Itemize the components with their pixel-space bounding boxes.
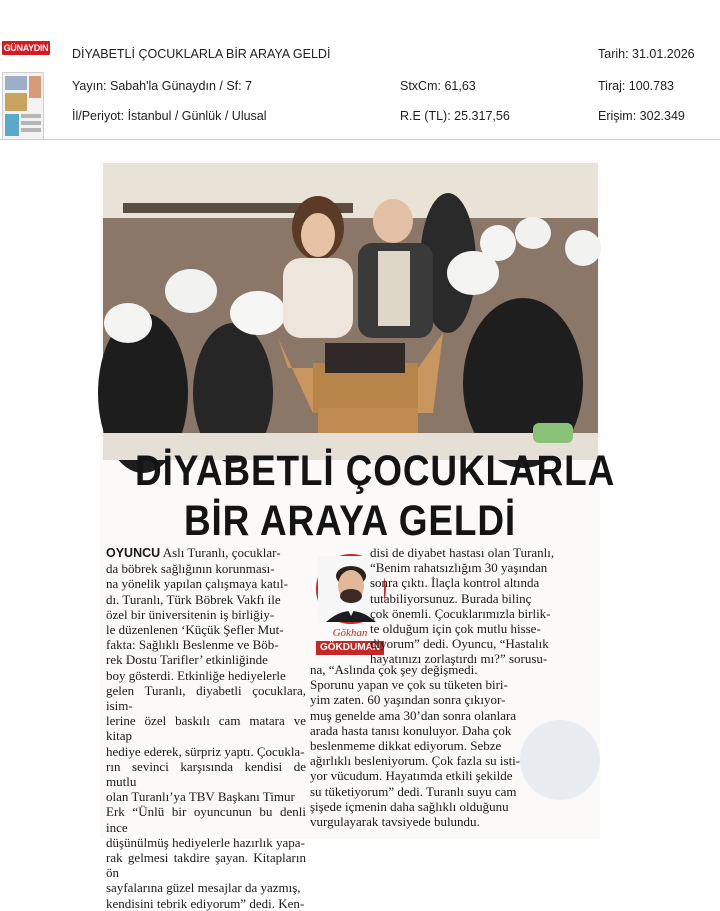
- reach-value: Erişim: 302.349: [598, 109, 685, 123]
- article-photo: [103, 163, 598, 460]
- headline-line-1: DİYABETLİ ÇOCUKLARLA: [135, 447, 616, 495]
- circulation-value: Tiraj: 100.783: [598, 79, 674, 93]
- ad-equivalent-value: R.E (TL): 25.317,56: [400, 109, 510, 123]
- header-divider: [0, 139, 720, 140]
- page-thumbnail[interactable]: [2, 72, 44, 140]
- watermark-stamp: [520, 720, 600, 800]
- article-column-right: na, “Aslında çok şey değişmedi. Sporunu yapan ve çok su tüketen biri- yim zaten. 60 yaşından sonra çıkıyor- muş genelde ama 30’dan sonra olanlara arada hasta tanısı konuluyor. Daha çok beslenmeme dikkat ediyorum. Sebze ağırlıklı besleniyorum. Çok fazla su isti- yor vücudum. Hayatımda etkili şekilde su tüketiyorum” dedi. Turanlı suyu cam şişede içmenin daha sağlıklı olduğunu vurgulayarak tavsiyede bulundu.: [310, 662, 521, 830]
- headline-line-2: BİR ARAYA GELDİ: [183, 497, 517, 545]
- news-clipping: [100, 160, 616, 911]
- clipping-date: Tarih: 31.01.2026: [598, 47, 695, 61]
- column-left-text: Aslı Turanlı, çocuklar- da böbrek sağlığının korunması- na yönelik yapılan çalışmaya katıl- dı. Turanlı, Türk Böbrek Vakfı ile özel bir üniversitenin iş birliğiy- le düzenlenen ‘Küçük Şefler Mut- fakta: Sağlıklı Beslenme ve Böb- rek Dostu Tarifler’ etkinliğinde boy gösterdi. Etkinliğe hediyelerle gelen Turanlı, diyabetli çocuklara, isim- lerine özel baskılı cam matara ve kitap hediye ederek, sürpriz yaptı. Çocukla- rın sevinci karşısında kendisi de mutlu olan Turanlı’ya TBV Başkanı Timur Erk “Ünlü bir oyuncunun bu denli ince düşünülmüş hediyelerle hazırlık yapa- rak gelmesi takdire şayan. Kitapların ön sayfalarına güzel mesajlar da yazmış, kendisini tebrik ediyorum” dedi. Ken-: [106, 545, 306, 911]
- author-last-name: GÖKDUMAN: [316, 641, 384, 655]
- publication-info: Yayın: Sabah'la Günaydın / Sf: 7: [72, 79, 253, 93]
- clipping-title: DİYABETLİ ÇOCUKLARLA BİR ARAYA GELDİ: [72, 47, 331, 61]
- lead-word: OYUNCU: [106, 546, 161, 560]
- stxcm-value: StxCm: 61,63: [400, 79, 476, 93]
- clipping-header: [0, 0, 720, 140]
- publication-logo: GÜNAYDIN: [3, 43, 49, 53]
- article-headline: [135, 446, 616, 546]
- author-first-name: Gökhan: [332, 627, 368, 639]
- article-column-right-top: disi de diyabet hastası olan Turanlı, “Benim rahatsızlığım 30 yaşından sonra çıktı. İlaçla kontrol altında tutabiliyorsunuz. Burada bilinç çok önemli. Çocuklarımızla birlik- te olduğum için çok mutlu hisse- diyorum” dedi. Oyuncu, “Hastalık hayatınızı zorlaştırdı mı?” sorusu-: [370, 545, 555, 667]
- region-period: İl/Periyot: İstanbul / Günlük / Ulusal: [72, 109, 267, 123]
- article-column-left: [106, 545, 306, 911]
